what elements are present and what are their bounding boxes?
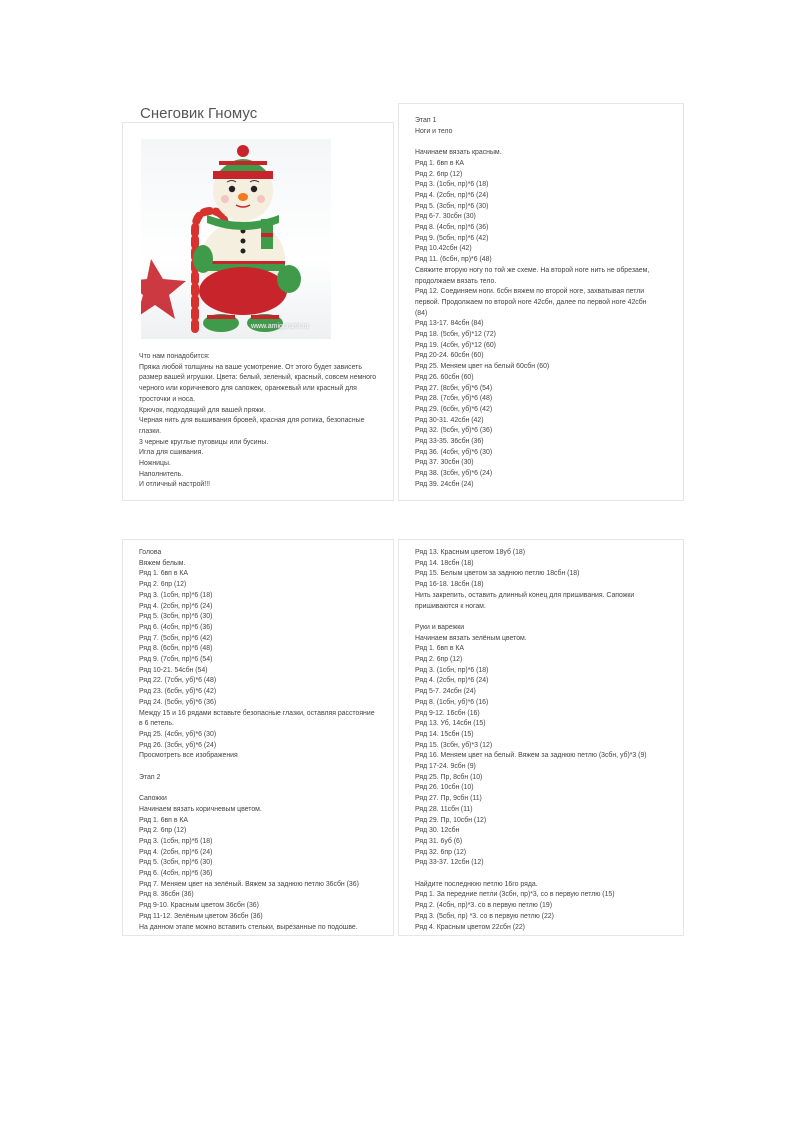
intro-panel (122, 122, 394, 501)
text-line: Ряд 2. 6пр (12) (415, 656, 463, 664)
text-line: И отличный настрой!!! (139, 481, 211, 489)
text-line: Найдите последнюю петлю 16го ряда. (415, 880, 538, 888)
text-line: Ряд 11-12. Зелёным цветом 36сбн (36) (139, 912, 263, 920)
text-line: Ряд 20-24. 60сбн (60) (415, 352, 484, 360)
text-line: Ноги и тело (415, 127, 453, 135)
text-line: первой. Продолжаем по второй ноге 42сбн, далее по первой ноге 42сбн (415, 298, 647, 306)
boots-arms-list (415, 548, 677, 933)
text-line: Ряд 25. Пр, 8сбн (10) (415, 773, 483, 781)
head-boots-list (139, 548, 387, 933)
text-line: Руки и варежки (415, 623, 465, 631)
text-line: Ряд 3. (1сбн, пр)*6 (18) (139, 591, 213, 599)
text-line: Ряд 30. 12сбн (415, 827, 460, 835)
text-line: Этап 2 (139, 773, 161, 781)
text-line: Ряд 5. (3сбн, пр)*6 (30) (139, 613, 213, 621)
text-line (415, 612, 677, 623)
text-line: Ряд 2. 6пр (12) (415, 170, 463, 178)
text-line: Ряд 12. Соединяем ноги. 6сбн вяжем по второй ноге, захватывая петли (415, 288, 645, 296)
text-line: Ряд 9-12. 16сбн (16) (415, 709, 480, 717)
text-line: Ряд 2. 6пр (12) (139, 581, 187, 589)
text-line: Ряд 28. 11сбн (11) (415, 805, 473, 813)
text-line: Ряд 16. Меняем цвет на белый. Вяжем за заднюю петлю (3сбн, уб)*3 (9) (415, 752, 647, 760)
text-line: Ряд 1. 6вп в КА (415, 159, 465, 167)
text-line: (84) (415, 309, 428, 317)
text-line: Просмотреть все изображения (139, 752, 238, 760)
text-line: Ряд 32. (5сбн, уб)*6 (36) (415, 427, 493, 435)
text-line: Ряд 8. (1сбн, уб)*6 (16) (415, 698, 489, 706)
text-line: глазки. (139, 427, 162, 435)
text-line: Ряд 15. Белым цветом за заднюю петлю 18сбн (18) (415, 570, 580, 578)
text-line: Ряд 9-10. Красным цветом 36сбн (36) (139, 902, 259, 910)
stage1-list (415, 116, 675, 491)
text-line: Ряд 14. 15сбн (15) (415, 730, 474, 738)
text-line: Этап 1 (415, 117, 437, 124)
text-line: Ряд 6-7. 30сбн (30) (415, 213, 476, 221)
text-line: Ряд 33-37. 12сбн (12) (415, 859, 484, 867)
text-line: Ряд 7. (5сбн, пр)*6 (42) (139, 634, 213, 642)
text-line (415, 137, 675, 148)
text-line: Ряд 1. За передние петли (3сбн, пр)*3, со в первую петлю (15) (415, 891, 615, 899)
text-line: Ряд 5. (3сбн, пр)*6 (30) (415, 202, 489, 210)
text-line: Начинаем вязать коричневым цветом. (139, 805, 262, 813)
text-line: Ряд 15. (3сбн, уб)*3 (12) (415, 741, 493, 749)
text-line: Ряд 30-31. 42сбн (42) (415, 416, 484, 424)
text-line: На данном этапе можно вставить стельки, вырезанные по подошве. (139, 923, 358, 931)
boots-arms-panel (398, 539, 684, 936)
text-line: Наполнитель. (139, 470, 184, 478)
text-line: Ряд 39. 24сбн (24) (415, 480, 474, 488)
text-line: Ряд 5-7. 24сбн (24) (415, 688, 476, 696)
text-line: Свяжите вторую ногу по той же схеме. На второй ноге нить не обрезаем, (415, 266, 650, 274)
text-line: Черная нить для вышивания бровей, красная для ротика, безопасные (139, 417, 365, 425)
text-line: Ряд 22. (7сбн, уб)*6 (48) (139, 677, 217, 685)
text-line: Ряд 9. (7сбн, пр)*6 (54) (139, 656, 213, 664)
text-line (139, 783, 387, 794)
text-line: Ряд 19. (4сбн, уб)*12 (60) (415, 341, 496, 349)
snowman-photo (141, 139, 331, 339)
photo-watermark: www.amigurumi.ru (251, 323, 309, 330)
stage1-panel (398, 103, 684, 501)
text-line (415, 869, 677, 880)
text-line: пришиваются к ногам. (415, 602, 486, 610)
text-line: Ряд 4. (2сбн, пр)*6 (24) (415, 677, 489, 685)
text-line: Ряд 23. (6сбн, уб)*6 (42) (139, 688, 217, 696)
text-line: Ряд 10.42сбн (42) (415, 245, 472, 253)
text-line: Ряд 1. 6вп в КА (415, 645, 465, 653)
text-line: Ряд 36. (4сбн, уб)*6 (30) (415, 448, 493, 456)
text-line: Ножницы. (139, 460, 171, 468)
text-line: Ряд 33-35. 36сбн (36) (415, 438, 484, 446)
text-line: Ряд 6. (4сбн, пр)*6 (36) (139, 870, 213, 878)
text-line: Ряд 26. (3сбн, уб)*6 (24) (139, 741, 217, 749)
text-line: Крючок, подходящий для вашей пряжи. (139, 406, 266, 414)
text-line: Ряд 37. 30сбн (30) (415, 459, 474, 467)
text-line: Между 15 и 16 рядами вставьте безопасные глазки, оставляя расстояние (139, 709, 375, 717)
text-line: Ряд 4. (2сбн, пр)*6 (24) (415, 191, 489, 199)
text-line: Ряд 4. (2сбн, пр)*6 (24) (139, 602, 213, 610)
text-line: Ряд 6. (4сбн, пр)*6 (36) (139, 623, 213, 631)
text-line: Ряд 1. 6вп в КА (139, 570, 189, 578)
text-line: Ряд 31. 6уб (6) (415, 837, 463, 845)
text-line: Ряд 13. Уб, 14сбн (15) (415, 720, 486, 728)
snowman-illustration (141, 139, 331, 339)
text-line: Сапожки (139, 795, 167, 803)
text-line: Пряжа любой толщины на ваше усмотрение. От этого будет зависеть (139, 363, 362, 371)
text-line: Ряд 16-18. 18сбн (18) (415, 581, 484, 589)
text-line (139, 762, 387, 773)
text-line: Ряд 27. Пр, 9сбн (11) (415, 795, 482, 803)
text-line: Ряд 4. Красным цветом 22сбн (22) (415, 923, 525, 931)
document-title: Снеговик Гномус (140, 105, 258, 122)
text-line: Ряд 24. (5сбн, уб)*6 (36) (139, 698, 217, 706)
text-line: Ряд 8. (6сбн, пр)*6 (48) (139, 645, 213, 653)
text-line: Нить закрепить, оставить длинный конец для пришивания. Сапожки (415, 591, 635, 599)
text-line: Ряд 26. 10сбн (10) (415, 784, 474, 792)
text-line: Ряд 26. 60сбн (60) (415, 373, 474, 381)
text-line: тросточки и носа. (139, 395, 195, 403)
text-line: Голова (139, 549, 162, 556)
text-line: Ряд 3. (1сбн, пр)*6 (18) (139, 837, 213, 845)
text-line: 3 черные круглые пуговицы или бусины. (139, 438, 269, 446)
head-boots-panel (122, 539, 394, 936)
text-line: Ряд 3. (1сбн, пр)*6 (18) (415, 666, 489, 674)
text-line: Начинаем вязать красным. (415, 149, 502, 157)
text-line: Ряд 18. (5сбн, уб)*12 (72) (415, 331, 496, 339)
text-line: Ряд 28. (7сбн, уб)*6 (48) (415, 395, 493, 403)
text-line: Ряд 27. (8сбн, уб)*6 (54) (415, 384, 493, 392)
text-line: Ряд 14. 18сбн (18) (415, 559, 474, 567)
text-line: Ряд 17-24. 9сбн (9) (415, 763, 476, 771)
text-line: Ряд 8. 36сбн (36) (139, 891, 194, 899)
text-line: Ряд 4. (2сбн, пр)*6 (24) (139, 848, 213, 856)
text-line: Ряд 29. (6сбн, уб)*6 (42) (415, 405, 493, 413)
text-line: Ряд 5. (3сбн, пр)*6 (30) (139, 859, 213, 867)
text-line: Ряд 29. Пр, 10сбн (12) (415, 816, 487, 824)
text-line: Ряд 8. (4сбн, пр)*6 (36) (415, 224, 489, 232)
text-line: Ряд 1. 6вп в КА (139, 816, 189, 824)
materials-list (139, 352, 387, 491)
text-line: в 6 петель. (139, 720, 174, 728)
text-line: Ряд 2. 6пр (12) (139, 827, 187, 835)
text-line: Ряд 25. (4сбн, уб)*6 (30) (139, 730, 217, 738)
text-line: Ряд 7. Меняем цвет на зелёный. Вяжем за заднюю петлю 36сбн (36) (139, 880, 359, 888)
text-line: Ряд 9. (5сбн, пр)*6 (42) (415, 234, 489, 242)
text-line: Ряд 3. (5сбн, пр) *3. со в первую петлю (22) (415, 912, 554, 920)
text-line: Ряд 13-17. 84сбн (84) (415, 320, 484, 328)
text-line: Ряд 3. (1сбн, пр)*6 (18) (415, 181, 489, 189)
text-line: Начинаем вязать зелёным цветом. (415, 634, 527, 642)
text-line: Ряд 10-21. 54сбн (54) (139, 666, 208, 674)
text-line: Ряд 13. Красным цветом 18уб (18) (415, 549, 526, 556)
text-line: Что нам понадобится: (139, 353, 210, 360)
text-line: Ряд 2. (4сбн, пр)*3. со в первую петлю (19) (415, 902, 553, 910)
text-line: размер вашей игрушки. Цвета: белый, зеленый, красный, совсем немного (139, 374, 377, 382)
text-line: Ряд 11. (6сбн, пр)*6 (48) (415, 256, 492, 264)
text-line: Игла для сшивания. (139, 449, 204, 457)
text-line: черного или коричневого для сапожек, оранжевый или красный для (139, 385, 357, 393)
text-line: Ряд 32. 6пр (12) (415, 848, 467, 856)
text-line: Ряд 25. Меняем цвет на белый 60сбн (60) (415, 363, 550, 371)
text-line: Вяжем белым. (139, 559, 186, 567)
text-line: Ряд 38. (3сбн, уб)*6 (24) (415, 470, 493, 478)
text-line: продолжаем вязать тело. (415, 277, 497, 285)
